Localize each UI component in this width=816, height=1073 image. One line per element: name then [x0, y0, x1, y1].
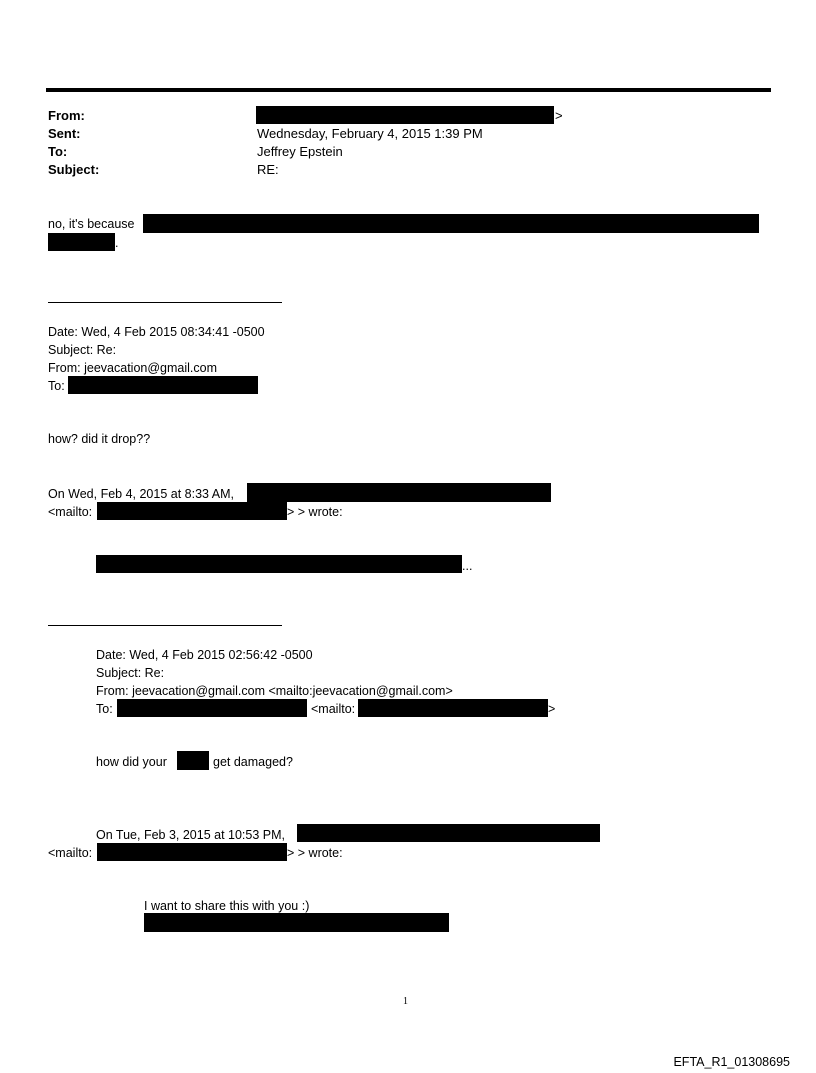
- quote1-to-redaction: [68, 376, 258, 394]
- body-line-1: no, it's because: [48, 217, 135, 231]
- body-line-2-end: .: [115, 236, 119, 250]
- bates-number: EFTA_R1_01308695: [673, 1055, 790, 1069]
- quote2-attribution-2-prefix: <mailto:: [48, 846, 93, 860]
- quote2-message-redaction: [177, 751, 209, 770]
- to-value: Jeffrey Epstein: [257, 144, 343, 159]
- quote2-attribution-1: On Tue, Feb 3, 2015 at 10:53 PM,: [96, 828, 286, 842]
- quote2-attribution-redaction-2: [97, 843, 287, 861]
- quote3-redaction: [144, 913, 449, 932]
- quote2-attribution-redaction-1: [297, 824, 600, 842]
- quote2-subject: Subject: Re:: [96, 666, 165, 680]
- to-label: To:: [48, 144, 68, 159]
- quote1-subject: Subject: Re:: [48, 343, 117, 357]
- quote1-to: To:: [48, 379, 65, 393]
- quote2-to-mailto-redaction: [358, 699, 548, 717]
- quote1-attribution-2-prefix: <mailto:: [48, 505, 93, 519]
- sent-label: Sent:: [48, 126, 81, 141]
- from-suffix: >: [555, 108, 563, 123]
- quote1-quoted-redaction: [96, 555, 462, 573]
- from-label: From:: [48, 108, 85, 123]
- quote1-message: how? did it drop??: [48, 432, 151, 446]
- from-redaction: [256, 106, 554, 124]
- quote1-attribution-redaction-2: [97, 502, 287, 520]
- quote2-message-start: how did your: [96, 755, 167, 769]
- quote1-attribution-1: On Wed, Feb 4, 2015 at 8:33 AM,: [48, 487, 234, 501]
- quote1-from: From: jeevacation@gmail.com: [48, 361, 217, 375]
- page-number: 1: [403, 996, 408, 1007]
- quote1-ellipsis: ...: [462, 559, 473, 573]
- quote2-to: To:: [96, 702, 113, 716]
- sent-value: Wednesday, February 4, 2015 1:39 PM: [257, 126, 483, 141]
- quote2-attribution-2-suffix: > > wrote:: [287, 846, 343, 860]
- body-redaction-1: [143, 214, 759, 233]
- quote2-to-redaction: [117, 699, 307, 717]
- quote-separator-2: [48, 625, 282, 626]
- subject-value: RE:: [257, 162, 279, 177]
- subject-label: Subject:: [48, 162, 100, 177]
- quote-separator-1: [48, 302, 282, 303]
- quote1-attribution-redaction-1: [247, 483, 551, 502]
- quote2-to-mailto: <mailto:: [311, 702, 356, 716]
- quote3-message: I want to share this with you :): [144, 899, 310, 913]
- header-rule: [46, 88, 771, 92]
- quote2-from: From: jeevacation@gmail.com <mailto:jeevacation@gmail.com>: [96, 684, 453, 698]
- quote2-to-suffix: >: [548, 702, 556, 716]
- quote2-date: Date: Wed, 4 Feb 2015 02:56:42 -0500: [96, 648, 313, 662]
- quote1-attribution-2-suffix: > > wrote:: [287, 505, 343, 519]
- quote1-date: Date: Wed, 4 Feb 2015 08:34:41 -0500: [48, 325, 265, 339]
- quote2-message-end: get damaged?: [213, 755, 293, 769]
- body-redaction-2: [48, 233, 115, 251]
